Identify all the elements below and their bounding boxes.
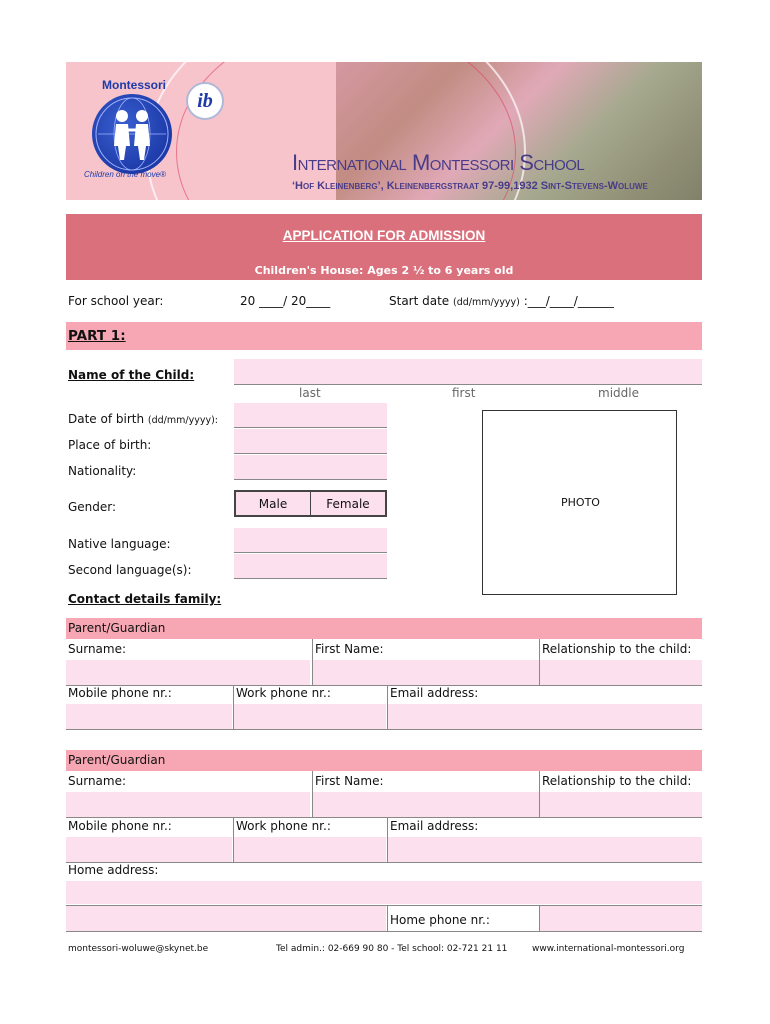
guardian1-work-input[interactable] <box>234 704 386 729</box>
dob-format: (dd/mm/yyyy): <box>147 415 218 426</box>
grid-divider <box>66 685 702 686</box>
form-subtitle: Children's House: Ages 2 ½ to 6 years old <box>254 264 514 277</box>
guardian2-firstname-input[interactable] <box>313 792 539 817</box>
guardian1-firstname-input[interactable] <box>313 660 539 685</box>
guardian2-email-input[interactable] <box>388 837 702 862</box>
gender-options <box>234 490 387 517</box>
guardian2-surname-label: Surname: <box>68 774 127 788</box>
name-sub-first: first <box>452 386 476 400</box>
form-title: APPLICATION FOR ADMISSION <box>282 228 486 243</box>
school-name: International Montessori School <box>292 150 585 175</box>
header-banner <box>66 62 702 200</box>
guardian1-firstname-label: First Name: <box>315 642 384 656</box>
home-address-input-2[interactable] <box>66 906 386 931</box>
guardian2-mobile-label: Mobile phone nr.: <box>68 819 172 833</box>
guardian2-table <box>66 771 702 931</box>
footer-website[interactable]: www.international-montessori.org <box>532 944 685 954</box>
montessori-logo-tagline: Children on the move® <box>84 170 166 179</box>
name-sub-last: last <box>299 386 321 400</box>
gender-female-option[interactable]: Female <box>310 492 385 515</box>
guardian1-table <box>66 639 702 729</box>
montessori-logo-icon <box>92 94 172 174</box>
dob-text: Date of birth <box>68 412 145 426</box>
contact-heading: Contact details family: <box>68 592 222 606</box>
grid-divider <box>66 931 702 932</box>
start-date-field[interactable]: :___/____/______ <box>523 294 614 308</box>
guardian1-email-input[interactable] <box>388 704 702 729</box>
grid-divider <box>66 905 702 906</box>
footer-email[interactable]: montessori-woluwe@skynet.be <box>68 944 209 954</box>
gender-male-option[interactable]: Male <box>258 496 288 511</box>
school-year-field[interactable]: 20 ____/ 20____ <box>240 294 331 308</box>
child-name-label: Name of the Child: <box>68 368 195 382</box>
grid-divider <box>387 685 388 729</box>
footer-phones: Tel admin.: 02-669 90 80 - Tel school: 02-721 21 11 <box>276 944 508 954</box>
guardian2-relationship-input[interactable] <box>540 792 702 817</box>
grid-divider <box>312 639 313 685</box>
guardian1-band <box>66 618 702 639</box>
child-name-input[interactable] <box>234 359 702 385</box>
guardian1-email-label: Email address: <box>390 686 479 700</box>
home-phone-input[interactable] <box>540 906 702 931</box>
guardian2-surname-input[interactable] <box>66 792 310 817</box>
grid-divider <box>66 862 702 863</box>
place-of-birth-label: Place of birth: <box>68 438 152 452</box>
guardian1-mobile-label: Mobile phone nr.: <box>68 686 172 700</box>
nationality-input[interactable] <box>234 455 387 480</box>
home-phone-label: Home phone nr.: <box>390 913 490 927</box>
guardian1-label: Parent/Guardian <box>68 621 166 635</box>
school-year-label: For school year: <box>68 294 164 308</box>
native-language-input[interactable] <box>234 528 387 553</box>
name-sub-middle: middle <box>598 386 639 400</box>
start-date-format: (dd/mm/yyyy) <box>453 297 520 308</box>
guardian1-surname-label: Surname: <box>68 642 127 656</box>
school-address: ‘Hof Kleinenberg’, Kleinenbergstraat 97-99,1932 Sint-Stevens-Woluwe <box>292 180 648 192</box>
guardian2-email-label: Email address: <box>390 819 479 833</box>
guardian1-surname-input[interactable] <box>66 660 310 685</box>
guardian2-work-input[interactable] <box>234 837 386 862</box>
montessori-logo-title: Montessori <box>102 78 167 92</box>
guardian2-mobile-input[interactable] <box>66 837 232 862</box>
second-language-label: Second language(s): <box>68 563 192 577</box>
nationality-label: Nationality: <box>68 464 137 478</box>
grid-divider <box>233 818 234 862</box>
grid-divider <box>539 771 540 817</box>
photo-box[interactable] <box>482 410 677 595</box>
guardian1-work-label: Work phone nr.: <box>236 686 331 700</box>
place-of-birth-input[interactable] <box>234 429 387 454</box>
native-language-label: Native language: <box>68 537 171 551</box>
part1-band <box>66 322 702 350</box>
grid-divider <box>66 729 702 730</box>
guardian1-relationship-input[interactable] <box>540 660 702 685</box>
home-address-input-1[interactable] <box>66 881 702 904</box>
start-date-label <box>389 294 614 308</box>
grid-divider <box>539 639 540 685</box>
grid-divider <box>312 771 313 817</box>
start-date-text: Start date <box>389 294 450 308</box>
grid-divider <box>233 685 234 729</box>
grid-divider <box>66 817 702 818</box>
ib-logo: ib <box>186 82 224 120</box>
guardian2-firstname-label: First Name: <box>315 774 384 788</box>
photo-label: PHOTO <box>561 496 600 509</box>
dob-label <box>68 412 218 426</box>
footer <box>66 944 702 958</box>
guardian2-band <box>66 750 702 771</box>
dob-input[interactable] <box>234 403 387 428</box>
title-band <box>66 214 702 280</box>
guardian2-relationship-label: Relationship to the child: <box>542 774 692 788</box>
guardian2-work-label: Work phone nr.: <box>236 819 331 833</box>
gender-label: Gender: <box>68 500 117 514</box>
grid-divider <box>539 905 540 931</box>
grid-divider <box>387 818 388 862</box>
home-address-label: Home address: <box>68 863 159 877</box>
guardian1-mobile-input[interactable] <box>66 704 232 729</box>
guardian2-label: Parent/Guardian <box>68 753 166 767</box>
second-language-input[interactable] <box>234 554 387 579</box>
part1-heading: PART 1: <box>68 328 126 344</box>
guardian1-relationship-label: Relationship to the child: <box>542 642 692 656</box>
grid-divider <box>387 905 388 931</box>
